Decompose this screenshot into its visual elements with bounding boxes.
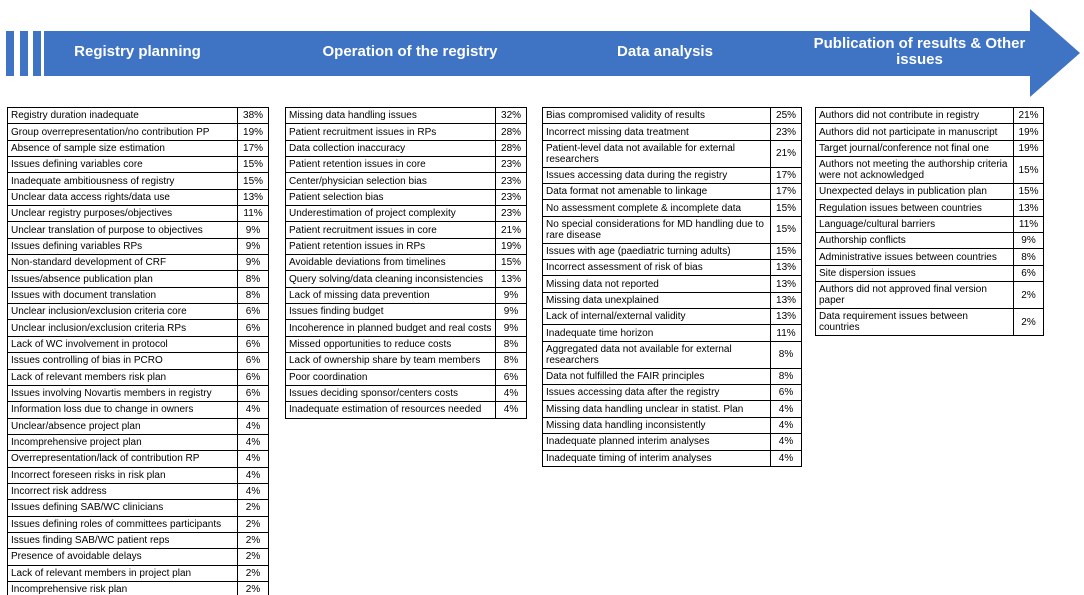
table-row — [816, 265, 1044, 281]
table-row — [8, 532, 269, 548]
table-row — [543, 216, 802, 243]
table-row — [8, 418, 269, 434]
issue-label: Unclear inclusion/exclusion criteria core — [8, 304, 238, 320]
issue-percentage: 4% — [238, 402, 269, 418]
issue-label: Incoherence in planned budget and real costs — [286, 320, 496, 336]
issue-label: Poor coordination — [286, 369, 496, 385]
issue-label: Issues defining variables RPs — [8, 238, 238, 254]
issue-percentage: 15% — [496, 255, 527, 271]
table-row — [8, 353, 269, 369]
table-row — [543, 309, 802, 325]
table-row — [816, 249, 1044, 265]
issue-label: Site dispersion issues — [816, 265, 1014, 281]
arrow-stripe — [20, 31, 28, 76]
issue-percentage: 15% — [771, 216, 802, 243]
issue-percentage: 6% — [238, 320, 269, 336]
table-row — [543, 368, 802, 384]
table-row — [816, 140, 1044, 156]
issue-label: Incorrect assessment of risk of bias — [543, 260, 771, 276]
issue-percentage: 15% — [238, 173, 269, 189]
table-row — [816, 282, 1044, 309]
issue-label: Patient selection bias — [286, 189, 496, 205]
table-row — [286, 304, 527, 320]
table-row — [8, 467, 269, 483]
table-row — [8, 255, 269, 271]
issue-percentage: 19% — [1014, 140, 1044, 156]
issue-percentage: 2% — [238, 549, 269, 565]
issue-label: Missing data not reported — [543, 276, 771, 292]
issue-percentage: 13% — [1014, 200, 1044, 216]
issue-percentage: 8% — [771, 368, 802, 384]
table-row — [543, 200, 802, 216]
table-row — [8, 238, 269, 254]
table-row — [8, 173, 269, 189]
table-row — [8, 565, 269, 581]
issue-label: No special considerations for MD handling due to rare disease — [543, 216, 771, 243]
table-row — [816, 309, 1044, 336]
table-row — [8, 549, 269, 565]
issue-percentage: 21% — [496, 222, 527, 238]
issue-label: Avoidable deviations from timelines — [286, 255, 496, 271]
operation-rows — [286, 108, 527, 419]
registry-planning-rows — [8, 108, 269, 595]
issue-label: Issues deciding sponsor/centers costs — [286, 385, 496, 401]
table-row — [543, 341, 802, 368]
issue-label: Non-standard development of CRF — [8, 255, 238, 271]
issue-label: Data requirement issues between countries — [816, 309, 1014, 336]
issue-label: Absence of sample size estimation — [8, 140, 238, 156]
issue-label: Incomprehensive risk plan — [8, 581, 238, 595]
table-row — [816, 233, 1044, 249]
issue-percentage: 15% — [238, 157, 269, 173]
issue-label: Regulation issues between countries — [816, 200, 1014, 216]
issue-label: Authorship conflicts — [816, 233, 1014, 249]
issue-label: Missing data handling inconsistently — [543, 417, 771, 433]
issue-label: Overrepresentation/lack of contribution RP — [8, 451, 238, 467]
issue-percentage: 9% — [496, 304, 527, 320]
issue-percentage: 23% — [496, 189, 527, 205]
issue-label: Inadequate time horizon — [543, 325, 771, 341]
issue-percentage: 13% — [771, 292, 802, 308]
issue-percentage: 38% — [238, 108, 269, 124]
issue-label: Unclear registry purposes/objectives — [8, 206, 238, 222]
issue-percentage: 4% — [771, 417, 802, 433]
issue-label: Patient retention issues in RPs — [286, 238, 496, 254]
issue-percentage: 4% — [496, 385, 527, 401]
issue-label: Patient recruitment issues in RPs — [286, 124, 496, 140]
table-row — [286, 255, 527, 271]
issue-percentage: 6% — [496, 369, 527, 385]
table-row — [286, 189, 527, 205]
table-row — [8, 402, 269, 418]
table-row — [286, 108, 527, 124]
issue-label: Issues/absence publication plan — [8, 271, 238, 287]
table-row — [8, 271, 269, 287]
issue-label: Patient recruitment issues in core — [286, 222, 496, 238]
table-row — [286, 157, 527, 173]
table-row — [8, 451, 269, 467]
issue-label: Issues finding SAB/WC patient reps — [8, 532, 238, 548]
issue-percentage: 6% — [238, 336, 269, 352]
issue-percentage: 6% — [238, 304, 269, 320]
issue-percentage: 17% — [771, 184, 802, 200]
issue-label: Issues involving Novartis members in registry — [8, 385, 238, 401]
issue-label: Issues finding budget — [286, 304, 496, 320]
issue-label: Issues controlling of bias in PCRO — [8, 353, 238, 369]
issue-percentage: 4% — [771, 450, 802, 466]
issue-percentage: 8% — [1014, 249, 1044, 265]
table-row — [286, 206, 527, 222]
table-row — [8, 385, 269, 401]
issue-label: Issues defining variables core — [8, 157, 238, 173]
issue-label: Data not fulfilled the FAIR principles — [543, 368, 771, 384]
arrow-stripe — [6, 31, 14, 76]
issue-percentage: 2% — [238, 532, 269, 548]
table-row — [543, 260, 802, 276]
issue-label: Center/physician selection bias — [286, 173, 496, 189]
table-row — [543, 292, 802, 308]
issue-percentage: 13% — [771, 309, 802, 325]
issue-percentage: 11% — [238, 206, 269, 222]
issue-label: No assessment complete & incomplete data — [543, 200, 771, 216]
issue-label: Lack of ownership share by team members — [286, 353, 496, 369]
issue-percentage: 9% — [496, 287, 527, 303]
table-row — [816, 216, 1044, 232]
issue-label: Lack of missing data prevention — [286, 287, 496, 303]
publication-table — [815, 107, 1044, 336]
issue-percentage: 4% — [771, 401, 802, 417]
table-row — [543, 108, 802, 124]
issue-percentage: 23% — [496, 173, 527, 189]
table-row — [816, 157, 1044, 184]
issue-label: Issues accessing data after the registry — [543, 385, 771, 401]
table-row — [8, 287, 269, 303]
table-row — [8, 124, 269, 140]
table-row — [8, 336, 269, 352]
issue-percentage: 8% — [771, 341, 802, 368]
issue-label: Group overrepresentation/no contribution PP — [8, 124, 238, 140]
table-row — [8, 108, 269, 124]
data-analysis-rows — [543, 108, 802, 467]
issue-percentage: 11% — [1014, 216, 1044, 232]
issue-label: Issues with age (paediatric turning adults) — [543, 243, 771, 259]
issue-percentage: 15% — [1014, 184, 1044, 200]
table-row — [286, 271, 527, 287]
issue-percentage: 9% — [1014, 233, 1044, 249]
table-row — [816, 200, 1044, 216]
table-row — [816, 108, 1044, 124]
issue-percentage: 15% — [771, 243, 802, 259]
issue-label: Unclear inclusion/exclusion criteria RPs — [8, 320, 238, 336]
table-row — [543, 167, 802, 183]
issue-percentage: 13% — [771, 260, 802, 276]
issue-label: Incomprehensive project plan — [8, 434, 238, 450]
issue-percentage: 2% — [238, 581, 269, 595]
table-row — [8, 434, 269, 450]
issue-percentage: 6% — [1014, 265, 1044, 281]
issue-percentage: 6% — [238, 369, 269, 385]
issue-label: Lack of relevant members risk plan — [8, 369, 238, 385]
table-row — [816, 184, 1044, 200]
issue-label: Patient retention issues in core — [286, 157, 496, 173]
issue-label: Language/cultural barriers — [816, 216, 1014, 232]
issue-percentage: 23% — [496, 157, 527, 173]
issue-label: Query solving/data cleaning inconsistencies — [286, 271, 496, 287]
table-row — [8, 369, 269, 385]
issue-percentage: 28% — [496, 140, 527, 156]
issue-label: Administrative issues between countries — [816, 249, 1014, 265]
issue-label: Unclear data access rights/data use — [8, 189, 238, 205]
issue-percentage: 17% — [238, 140, 269, 156]
issue-percentage: 8% — [238, 287, 269, 303]
issue-percentage: 9% — [496, 320, 527, 336]
table-row — [543, 417, 802, 433]
issue-percentage: 6% — [771, 385, 802, 401]
table-row — [8, 500, 269, 516]
issue-label: Missed opportunities to reduce costs — [286, 336, 496, 352]
issue-percentage: 17% — [771, 167, 802, 183]
phase-arrow — [0, 0, 1084, 100]
issue-label: Missing data handling issues — [286, 108, 496, 124]
issue-label: Issues accessing data during the registry — [543, 167, 771, 183]
issue-percentage: 4% — [771, 434, 802, 450]
issue-percentage: 6% — [238, 353, 269, 369]
issue-percentage: 8% — [496, 336, 527, 352]
issue-percentage: 4% — [238, 483, 269, 499]
issue-percentage: 2% — [1014, 282, 1044, 309]
issue-label: Lack of internal/external validity — [543, 309, 771, 325]
phase-publication: Publication of results & Other issues — [813, 35, 1026, 68]
issue-label: Patient-level data not available for external researchers — [543, 140, 771, 167]
data-analysis-table — [542, 107, 802, 467]
table-row — [286, 369, 527, 385]
issue-percentage: 21% — [771, 140, 802, 167]
issue-label: Authors not meeting the authorship criteria were not acknowledged — [816, 157, 1014, 184]
issue-label: Lack of WC involvement in protocol — [8, 336, 238, 352]
issue-label: Incorrect risk address — [8, 483, 238, 499]
table-row — [543, 434, 802, 450]
table-row — [543, 140, 802, 167]
table-row — [286, 353, 527, 369]
issue-percentage: 13% — [496, 271, 527, 287]
issue-label: Inadequate planned interim analyses — [543, 434, 771, 450]
phase-operation: Operation of the registry — [322, 43, 498, 60]
issue-label: Issues with document translation — [8, 287, 238, 303]
table-row — [286, 238, 527, 254]
issue-percentage: 21% — [1014, 108, 1044, 124]
table-row — [286, 320, 527, 336]
table-row — [8, 222, 269, 238]
issue-percentage: 2% — [238, 516, 269, 532]
issue-label: Unclear translation of purpose to objectives — [8, 222, 238, 238]
arrow-head — [1030, 9, 1080, 97]
issue-percentage: 4% — [238, 451, 269, 467]
table-row — [543, 243, 802, 259]
table-row — [8, 516, 269, 532]
issue-percentage: 19% — [238, 124, 269, 140]
table-row — [543, 385, 802, 401]
issue-percentage: 28% — [496, 124, 527, 140]
table-row — [8, 304, 269, 320]
issue-label: Issues defining SAB/WC clinicians — [8, 500, 238, 516]
issue-percentage: 4% — [238, 434, 269, 450]
issue-label: Inadequate ambitiousness of registry — [8, 173, 238, 189]
issue-percentage: 15% — [1014, 157, 1044, 184]
issue-label: Missing data handling unclear in statist. Plan — [543, 401, 771, 417]
issue-percentage: 13% — [238, 189, 269, 205]
table-row — [8, 189, 269, 205]
table-row — [8, 483, 269, 499]
issue-percentage: 4% — [238, 467, 269, 483]
issue-percentage: 8% — [496, 353, 527, 369]
table-row — [286, 173, 527, 189]
issue-percentage: 23% — [496, 206, 527, 222]
issue-label: Inadequate timing of interim analyses — [543, 450, 771, 466]
issue-label: Information loss due to change in owners — [8, 402, 238, 418]
table-row — [286, 402, 527, 418]
table-row — [543, 401, 802, 417]
issue-percentage: 9% — [238, 222, 269, 238]
table-row — [543, 184, 802, 200]
issue-percentage: 2% — [238, 565, 269, 581]
issue-percentage: 19% — [496, 238, 527, 254]
table-row — [286, 385, 527, 401]
table-row — [8, 320, 269, 336]
table-row — [8, 140, 269, 156]
issue-percentage: 11% — [771, 325, 802, 341]
issue-label: Missing data unexplained — [543, 292, 771, 308]
issue-label: Underestimation of project complexity — [286, 206, 496, 222]
table-row — [543, 450, 802, 466]
issue-label: Incorrect missing data treatment — [543, 124, 771, 140]
issue-percentage: 23% — [771, 124, 802, 140]
issue-label: Aggregated data not available for external researchers — [543, 341, 771, 368]
issue-label: Lack of relevant members in project plan — [8, 565, 238, 581]
table-row — [543, 325, 802, 341]
issue-label: Data collection inaccuracy — [286, 140, 496, 156]
issue-label: Inadequate estimation of resources needed — [286, 402, 496, 418]
table-row — [286, 222, 527, 238]
issue-label: Presence of avoidable delays — [8, 549, 238, 565]
issue-percentage: 6% — [238, 385, 269, 401]
issue-percentage: 15% — [771, 200, 802, 216]
issue-percentage: 9% — [238, 255, 269, 271]
table-row — [816, 124, 1044, 140]
publication-rows — [816, 108, 1044, 336]
issue-label: Data format not amenable to linkage — [543, 184, 771, 200]
issue-label: Target journal/conference not final one — [816, 140, 1014, 156]
issue-percentage: 25% — [771, 108, 802, 124]
table-row — [543, 124, 802, 140]
table-row — [286, 336, 527, 352]
table-row — [286, 140, 527, 156]
issue-label: Unclear/absence project plan — [8, 418, 238, 434]
issue-percentage: 19% — [1014, 124, 1044, 140]
issue-percentage: 32% — [496, 108, 527, 124]
issue-percentage: 8% — [238, 271, 269, 287]
issue-label: Issues defining roles of committees participants — [8, 516, 238, 532]
issue-label: Bias compromised validity of results — [543, 108, 771, 124]
operation-table — [285, 107, 527, 419]
phase-data-analysis: Data analysis — [617, 43, 713, 60]
issue-label: Authors did not approved final version paper — [816, 282, 1014, 309]
issue-label: Authors did not contribute in registry — [816, 108, 1014, 124]
issue-percentage: 2% — [1014, 309, 1044, 336]
issue-label: Registry duration inadequate — [8, 108, 238, 124]
registry-planning-table — [7, 107, 269, 595]
issue-label: Incorrect foreseen risks in risk plan — [8, 467, 238, 483]
issue-percentage: 9% — [238, 238, 269, 254]
table-row — [8, 157, 269, 173]
table-row — [8, 206, 269, 222]
issue-label: Unexpected delays in publication plan — [816, 184, 1014, 200]
issue-label: Authors did not participate in manuscript — [816, 124, 1014, 140]
issue-percentage: 4% — [238, 418, 269, 434]
table-row — [286, 124, 527, 140]
phase-registry-planning: Registry planning — [74, 43, 201, 60]
table-row — [286, 287, 527, 303]
issue-percentage: 4% — [496, 402, 527, 418]
issue-percentage: 13% — [771, 276, 802, 292]
issue-percentage: 2% — [238, 500, 269, 516]
table-row — [8, 581, 269, 595]
table-row — [543, 276, 802, 292]
